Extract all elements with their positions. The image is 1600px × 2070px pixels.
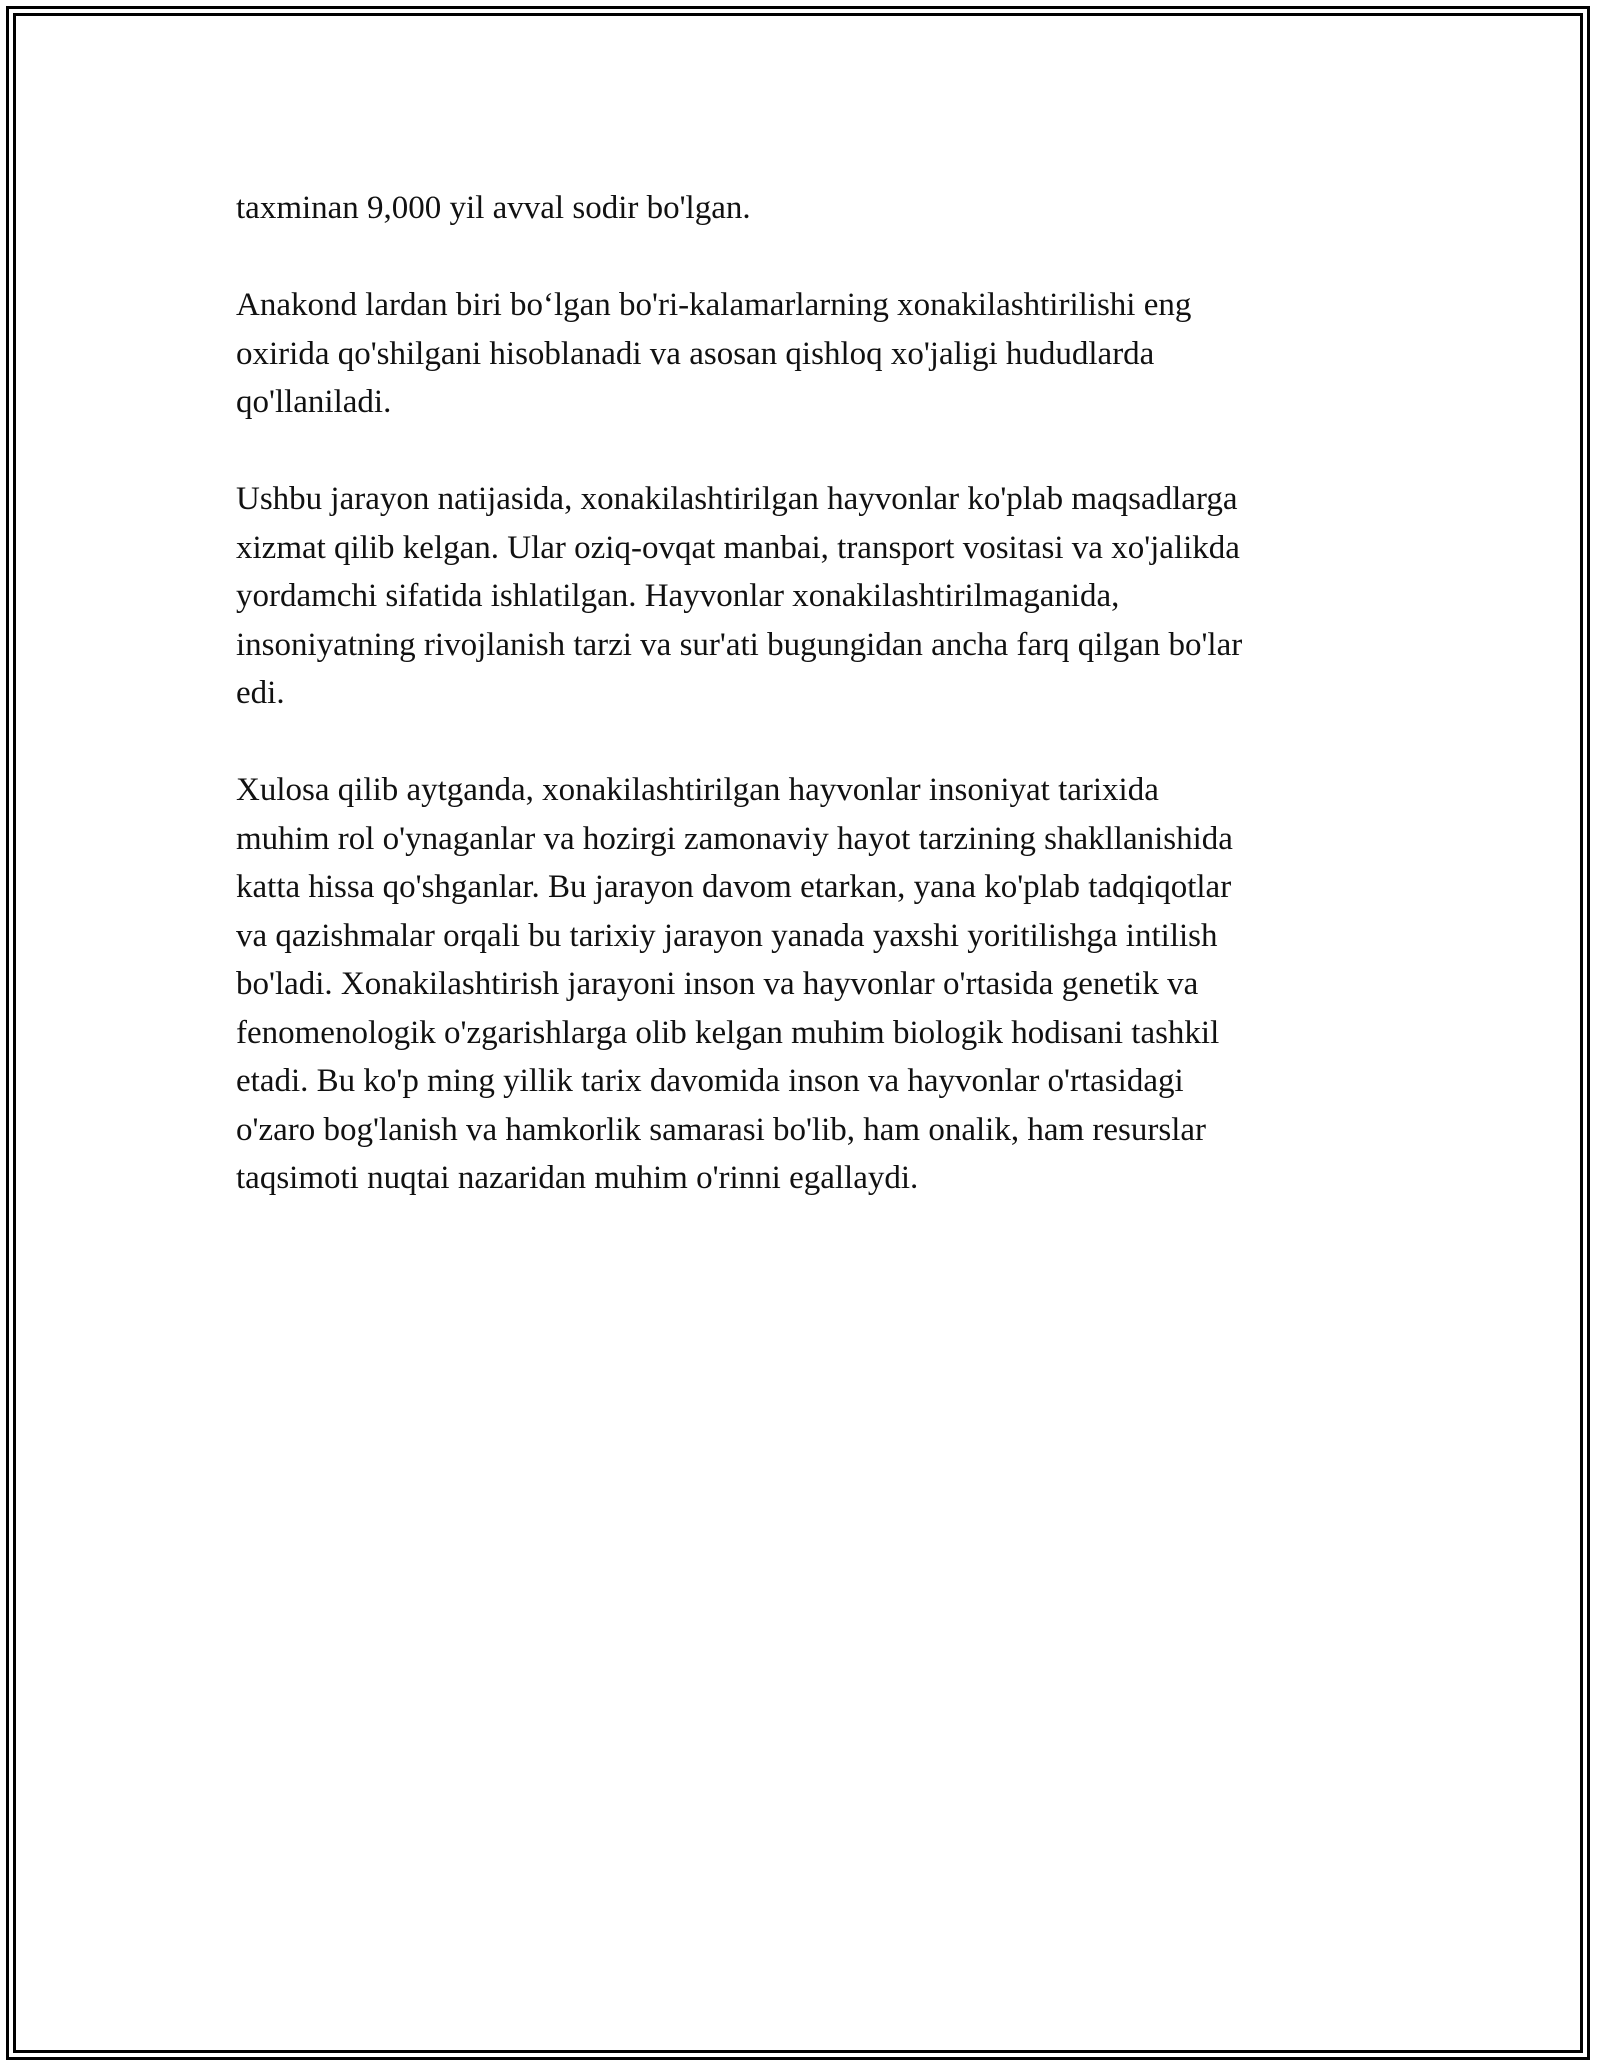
paragraph-conclusion: Xulosa qilib aytganda, xonakilashtirilgan hayvonlar insoniyat tarixida muhim rol o'ynaganlar va hozirgi zamonaviy hayot tarzining shakllanishida katta hissa qo'shganlar. Bu jarayon davom etarkan, yana ko'plab tadqiqotlar va qazishmalar orqali bu tarixiy jarayon yanada yaxshi yoritilishga intilish bo'ladi. Xonakilashtirish jarayoni inson va hayvonlar o'rtasida genetik va fenomenologik o'zgarishlarga olib kelgan muhim biologik hodisani tashkil etadi. Bu ko'p ming yillik tarix davomida inson va hayvonlar o'rtasidagi o'zaro bog'lanish va hamkorlik samarasi bo'lib, ham onalik, ham resurslar taqsimoti nuqtai nazaridan muhim o'rinni egallaydi. (236, 772, 1233, 1196)
paragraph-wolf-squid: Anakond lardan biri bo‘lgan bo'ri-kalamarlarning xonakilashtirilishi eng oxirida qo'shilgani hisoblanadi va asosan qishloq xo'jaligi hududlarda qo'llaniladi. (236, 287, 1192, 420)
document-body (236, 184, 1366, 1251)
paragraph-purposes: Ushbu jarayon natijasida, xonakilashtirilgan hayvonlar ko'plab maqsadlarga xizmat qilib kelgan. Ular oziq-ovqat manbai, transport vositasi va xo'jalikda yordamchi sifatida ishlatilgan. Hayvonlar xonakilashtirilmaganida, insoniyatning rivojlanish tarzi va sur'ati bugungidan ancha farq qilgan bo'lar edi. (236, 481, 1243, 711)
paragraph-continuation: taxminan 9,000 yil avval sodir bo'lgan. (236, 190, 751, 226)
